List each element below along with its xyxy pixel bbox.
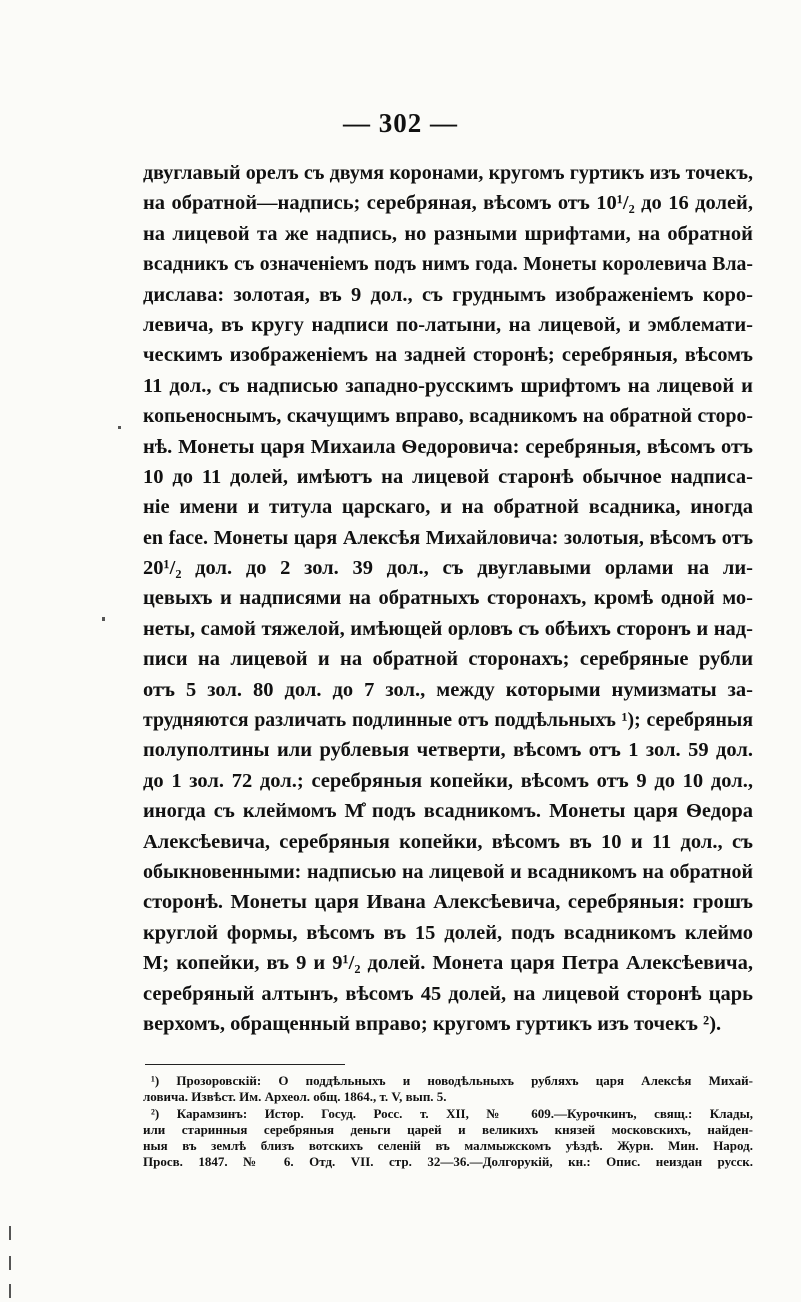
text-line: иногда съ клеймомъ М̊ подъ всадникомъ. Монеты царя Ѳедора xyxy=(143,800,753,823)
text-line: круглой формы, вѣсомъ въ 15 долей, подъ всадникомъ клеймо xyxy=(143,921,753,944)
text-line: на лицевой та же надпись, но разными шрифтами, на обратной xyxy=(143,222,753,245)
text-line: трудняются различать подлинные отъ поддѣльныхъ ¹); серебряныя xyxy=(143,709,753,732)
text-line: полуполтины или рублевыя четверти, вѣсомъ отъ 1 зол. 59 дол. xyxy=(143,739,753,762)
scan-speck xyxy=(102,617,105,621)
footnote-line: ныя въ землѣ близъ вотскихъ селеній въ малмыжскомъ уѣздѣ. Журн. Мин. Народ. xyxy=(143,1138,753,1154)
footnote-line: ¹) Прозоровскій: О поддѣльныхъ и новодѣльныхъ рубляхъ царя Алексѣя Михай- xyxy=(151,1073,753,1088)
text-line: нѣ. Монеты царя Михаила Ѳедоровича: серебряныя, вѣсомъ отъ xyxy=(143,435,753,458)
text-line: всадникъ съ означеніемъ подъ нимъ года. Монеты королевича Вла- xyxy=(143,253,753,276)
text-line: на обратной—надпись; серебряная, вѣсомъ отъ 10¹/₂ до 16 долей, xyxy=(143,192,753,215)
text-line: отъ 5 зол. 80 дол. до 7 зол., между которыми нумизматы за- xyxy=(143,678,753,701)
text-line: сторонѣ. Монеты царя Ивана Алексѣевича, серебряныя: грошъ xyxy=(143,891,753,914)
text-line: копьеноснымъ, скачущимъ вправо, всадникомъ на обратной сторо- xyxy=(143,405,753,428)
text-line: двуглавый орелъ съ двумя коронами, кругомъ гуртикъ изъ точекъ, xyxy=(143,162,753,184)
body-text xyxy=(143,158,753,1039)
text-line: писи на лицевой и на обратной сторонахъ; серебряные рубли xyxy=(143,648,753,671)
text-line: ніе имени и титула царскаго, и на обратной всадника, иногда xyxy=(143,496,753,519)
text-line: дислава: золотая, въ 9 дол., съ груднымъ изображеніемъ коро- xyxy=(143,283,753,306)
footnote-line: ловича. Извѣст. Им. Археол. общ. 1864., т. V, вып. 5. xyxy=(143,1089,447,1105)
text-line: неты, самой тяжелой, имѣющей орловъ съ обѣихъ сторонъ и над- xyxy=(143,617,753,640)
text-line: Алексѣевича, серебряныя копейки, вѣсомъ въ 10 и 11 дол., съ xyxy=(143,830,753,853)
scan-speck xyxy=(9,1226,11,1240)
footnotes xyxy=(143,1073,753,1171)
text-line: en face. Монеты царя Алексѣя Михайловича: золотыя, вѣсомъ отъ xyxy=(143,526,753,549)
text-line: 20¹/₂ дол. до 2 зол. 39 дол., съ двуглавыми орлами на ли- xyxy=(143,557,753,580)
text-line: 11 дол., съ надписью западно-русскимъ шрифтомъ на лицевой и xyxy=(143,374,753,397)
text-line: ческимъ изображеніемъ на задней сторонѣ; серебряныя, вѣсомъ xyxy=(143,344,753,367)
text-line: М; копейки, въ 9 и 9¹/₂ долей. Монета царя Петра Алексѣевича, xyxy=(143,952,753,975)
text-line: верхомъ, обращенный вправо; кругомъ гуртикъ изъ точекъ ²). xyxy=(143,1012,722,1035)
text-line: до 1 зол. 72 дол.; серебряныя копейки, вѣсомъ отъ 9 до 10 дол., xyxy=(143,769,753,792)
page-number: — 302 — xyxy=(343,108,458,138)
footnote-divider xyxy=(145,1064,345,1065)
text-line: левича, въ кругу надписи по-латыни, на лицевой, и эмблемати- xyxy=(143,313,753,336)
footnote-line: ²) Карамзинъ: Истор. Госуд. Росс. т. XII, № 609.—Курочкинъ, свящ.: Клады, xyxy=(151,1105,753,1121)
text-line: обыкновенными: надписью на лицевой и всадникомъ на обратной xyxy=(143,860,753,883)
text-line: цевыхъ и надписями на обратныхъ сторонахъ, кромѣ одной мо- xyxy=(143,587,753,610)
text-line: 10 до 11 долей, имѣютъ на лицевой старонѣ обычное надписа- xyxy=(143,465,753,488)
footnote-line: Просв. 1847. № 6. Отд. VII. стр. 32—36.—Долгорукій, кн.: Опис. неиздан русск. xyxy=(143,1154,753,1170)
scan-speck xyxy=(9,1256,11,1270)
scan-speck xyxy=(118,426,121,429)
scan-speck xyxy=(9,1284,11,1298)
footnote-line: или старинныя серебряныя деньги царей и великихъ князей московскихъ, найден- xyxy=(143,1121,753,1137)
text-line: серебряный алтынъ, вѣсомъ 45 долей, на лицевой сторонѣ царь xyxy=(143,982,753,1005)
